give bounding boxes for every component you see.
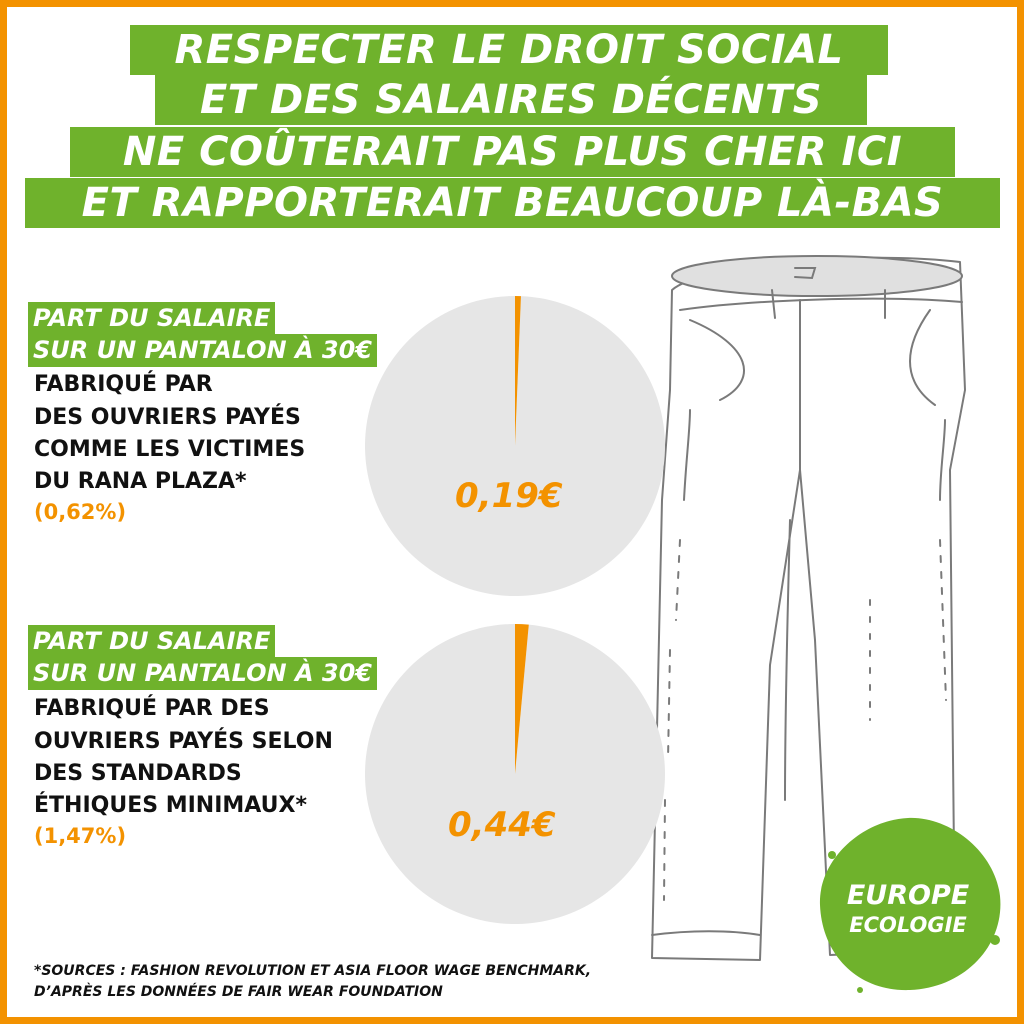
chart2-desc-line-1: FABRIQUÉ PAR DES bbox=[34, 696, 270, 721]
chart2-percent: (1,47%) bbox=[34, 824, 127, 848]
logo-line-2: ECOLOGIE bbox=[849, 913, 967, 937]
chart1-desc-line-1: FABRIQUÉ PAR bbox=[34, 372, 213, 397]
title-line-1: RESPECTER LE DROIT SOCIAL bbox=[130, 25, 888, 75]
footnote-line-2: D’APRÈS LES DONNÉES DE FAIR WEAR FOUNDATION bbox=[34, 984, 443, 1000]
chart1-desc-line-4: DU RANA PLAZA* bbox=[34, 469, 247, 494]
chart2-desc-line-3: DES STANDARDS bbox=[34, 761, 242, 786]
chart2-label-line-2: SUR UN PANTALON À 30€ bbox=[28, 657, 377, 690]
chart2-value-label: 0,44€ bbox=[448, 805, 556, 845]
chart2-label-line-1: PART DU SALAIRE bbox=[28, 625, 275, 658]
logo-text bbox=[828, 880, 988, 938]
title-line-4: ET RAPPORTERAIT BEAUCOUP LÀ-BAS bbox=[25, 178, 1000, 228]
title-line-3: NE COÛTERAIT PAS PLUS CHER ICI bbox=[70, 127, 955, 177]
chart1-desc-line-3: COMME LES VICTIMES bbox=[34, 437, 306, 462]
title-line-2: ET DES SALAIRES DÉCENTS bbox=[155, 75, 867, 125]
chart2-desc-line-4: ÉTHIQUES MINIMAUX* bbox=[34, 793, 307, 818]
logo-line-1: EUROPE bbox=[846, 880, 970, 911]
chart1-label-line-1: PART DU SALAIRE bbox=[28, 302, 275, 335]
footnote-line-1: *SOURCES : FASHION REVOLUTION ET ASIA FLOOR WAGE BENCHMARK, bbox=[34, 963, 592, 979]
chart1-value-label: 0,19€ bbox=[455, 476, 563, 516]
chart2-desc-line-2: OUVRIERS PAYÉS SELON bbox=[34, 729, 333, 754]
chart1-desc-line-2: DES OUVRIERS PAYÉS bbox=[34, 405, 301, 430]
chart1-percent: (0,62%) bbox=[34, 500, 127, 524]
chart1-label-line-2: SUR UN PANTALON À 30€ bbox=[28, 334, 377, 367]
